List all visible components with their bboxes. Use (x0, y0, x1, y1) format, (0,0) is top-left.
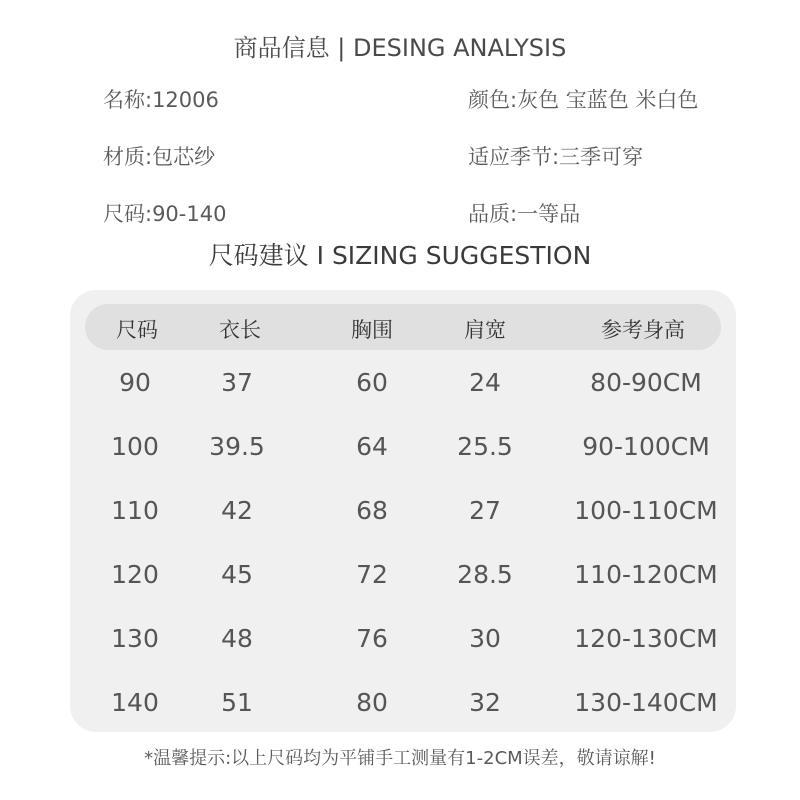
cell-height: 100-110CM (574, 496, 718, 525)
cell-chest: 72 (356, 560, 388, 589)
header-shoulder: 肩宽 (464, 318, 506, 342)
cell-size: 140 (111, 688, 159, 717)
product-color: 颜色:灰色 宝蓝色 米白色 (468, 88, 699, 112)
cell-length: 51 (221, 688, 253, 717)
cell-size: 120 (111, 560, 159, 589)
cell-shoulder: 27 (469, 496, 501, 525)
cell-shoulder: 28.5 (457, 560, 513, 589)
cell-height: 90-100CM (582, 432, 710, 461)
product-size-range: 尺码:90-140 (103, 202, 227, 226)
measurement-note: *温馨提示:以上尺码均为平铺手工测量有1-2CM误差，敬请谅解! (144, 748, 656, 769)
product-season: 适应季节:三季可穿 (468, 145, 644, 169)
cell-size: 130 (111, 624, 159, 653)
cell-height: 120-130CM (574, 624, 718, 653)
cell-length: 45 (221, 560, 253, 589)
cell-chest: 64 (356, 432, 388, 461)
cell-shoulder: 25.5 (457, 432, 513, 461)
cell-size: 90 (119, 368, 151, 397)
cell-length: 42 (221, 496, 253, 525)
sizing-title: 尺码建议 I SIZING SUGGESTION (208, 241, 592, 270)
cell-length: 37 (221, 368, 253, 397)
cell-chest: 76 (356, 624, 388, 653)
cell-length: 48 (221, 624, 253, 653)
cell-height: 130-140CM (574, 688, 718, 717)
cell-height: 110-120CM (574, 560, 718, 589)
size-table-header (85, 304, 721, 350)
product-material: 材质:包芯纱 (103, 145, 216, 169)
header-size: 尺码 (116, 318, 158, 342)
cell-size: 110 (111, 496, 159, 525)
header-height: 参考身高 (601, 318, 685, 342)
cell-length: 39.5 (209, 432, 265, 461)
cell-size: 100 (111, 432, 159, 461)
cell-height: 80-90CM (590, 368, 702, 397)
cell-chest: 80 (356, 688, 388, 717)
product-info-title: 商品信息 | DESING ANALYSIS (233, 34, 567, 62)
product-name: 名称:12006 (103, 88, 219, 112)
header-chest: 胸围 (351, 318, 393, 342)
cell-shoulder: 32 (469, 688, 501, 717)
cell-chest: 60 (356, 368, 388, 397)
cell-chest: 68 (356, 496, 388, 525)
product-quality: 品质:一等品 (468, 202, 581, 226)
header-length: 衣长 (219, 318, 261, 342)
cell-shoulder: 24 (469, 368, 501, 397)
size-table (70, 290, 736, 732)
cell-shoulder: 30 (469, 624, 501, 653)
